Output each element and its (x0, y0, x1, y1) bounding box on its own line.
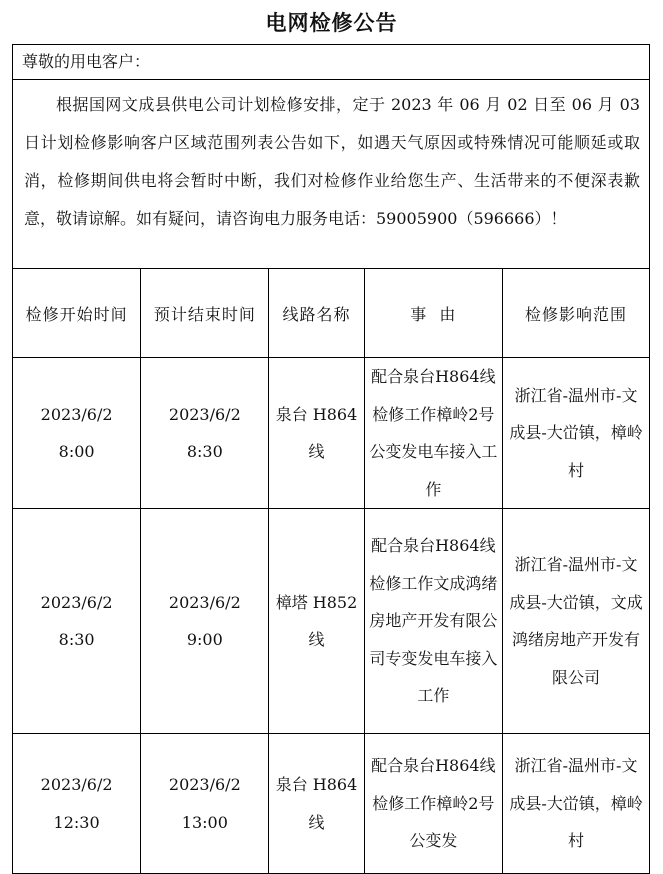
scope: 浙江省-温州市-文成县-大峃镇，文成鸿绪房地产开发有限公司 (503, 509, 650, 734)
header-scope: 检修影响范围 (503, 269, 650, 358)
end-time: 8:30 (186, 442, 223, 461)
header-end-time: 预计结束时间 (141, 269, 269, 358)
table-header-row (13, 269, 650, 358)
end-date: 2023/6/2 (168, 592, 241, 612)
start-time: 12:30 (53, 812, 100, 832)
start-date: 2023/6/2 (40, 592, 113, 612)
greeting: 尊敬的用电客户： (22, 52, 151, 71)
reason: 配合泉台H864线检修工作樟岭2号公变发 (364, 734, 503, 874)
page-title: 电网检修公告 (265, 11, 398, 35)
reason: 配合泉台H864线检修工作文成鸿绪房地产开发有限公司专变发电车接入工作 (364, 509, 503, 734)
end-time: 13:00 (181, 812, 228, 832)
start-time: 8:00 (58, 442, 95, 461)
end-time: 9:00 (186, 630, 223, 649)
end-date: 2023/6/2 (168, 775, 241, 794)
start-cell (13, 734, 141, 874)
start-date: 2023/6/2 (40, 775, 113, 794)
table-row (13, 509, 650, 734)
notice-paragraph: 根据国网文成县供电公司计划检修安排，定于 2023 年 06 月 02 日至 06 月 03 日计划检修影响客户区域范围列表公告如下，如遇天气原因或特殊情况可能顺延或取消，检修期间供电将会暂时中断，我们对检修作业给您生产、生活带来的不便深表歉意，敬请谅解。如有疑问，请咨询电力服务电话：59005900（596666）！ (24, 95, 640, 228)
table-row (13, 734, 650, 874)
greeting-row (12, 44, 650, 80)
start-cell (13, 509, 141, 734)
line-name: 樟塔 H852 线 (269, 509, 364, 734)
end-cell (141, 734, 269, 874)
header-start-time: 检修开始时间 (13, 269, 141, 358)
line-name: 泉台 H864 线 (269, 358, 364, 509)
line-name: 泉台 H864 线 (269, 734, 364, 874)
start-date: 2023/6/2 (40, 404, 113, 424)
end-cell (141, 509, 269, 734)
reason: 配合泉台H864线检修工作樟岭2号公变发电车接入工作 (364, 358, 503, 509)
end-date: 2023/6/2 (168, 404, 241, 424)
scope: 浙江省-温州市-文成县-大峃镇，樟岭村 (503, 358, 650, 509)
start-time: 8:30 (58, 630, 95, 649)
scope: 浙江省-温州市-文成县-大峃镇，樟岭村 (503, 734, 650, 874)
table-row (13, 358, 650, 509)
maintenance-table (12, 268, 650, 874)
header-line-name: 线路名称 (269, 269, 364, 358)
header-reason: 事 由 (364, 269, 503, 358)
start-cell (13, 358, 141, 509)
end-cell (141, 358, 269, 509)
